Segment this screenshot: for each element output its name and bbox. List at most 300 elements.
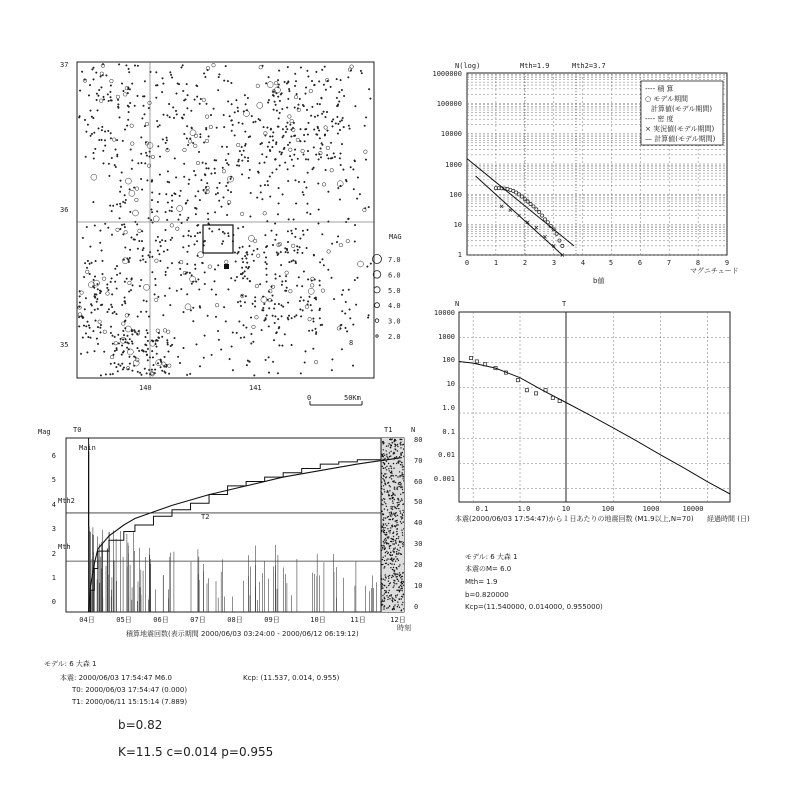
epicenter-dot — [218, 76, 220, 78]
epicenter-dot — [341, 89, 343, 91]
epicenter-dot — [186, 374, 188, 376]
epicenter-dot — [345, 301, 347, 303]
noise-dot — [389, 452, 390, 453]
epicenter-dot — [334, 156, 336, 158]
epicenter-dot — [147, 332, 149, 334]
epicenter-dot — [278, 126, 280, 128]
epicenter-dot — [272, 136, 274, 138]
epicenter-dot — [112, 335, 114, 337]
epicenter-dot — [242, 226, 244, 228]
epicenter-dot — [300, 316, 302, 318]
epicenter-dot — [97, 308, 99, 310]
epicenter-dot — [171, 210, 173, 212]
epicenter-dot — [195, 268, 197, 270]
noise-dot — [402, 572, 403, 573]
mag-legend-title: MAG — [389, 233, 402, 241]
epicenter-dot — [240, 337, 242, 339]
epicenter-dot — [275, 278, 277, 280]
epicenter-dot — [256, 197, 258, 199]
noise-dot — [396, 522, 397, 523]
epicenter-dot — [324, 135, 326, 137]
noise-dot — [392, 503, 393, 504]
epicenter-dot — [248, 235, 254, 241]
epicenter-dot — [281, 93, 283, 95]
epicenter-dot — [200, 136, 202, 138]
noise-dot — [393, 494, 394, 495]
noise-dot — [391, 473, 392, 474]
epicenter-dot — [152, 256, 154, 258]
noise-dot — [402, 543, 403, 544]
epicenter-dot — [117, 371, 119, 373]
epicenter-dot — [283, 148, 285, 150]
epicenter-dot — [355, 105, 357, 107]
noise-dot — [403, 542, 404, 543]
epicenter-dot — [196, 344, 198, 346]
epicenter-dot — [156, 353, 158, 355]
epicenter-dot — [319, 280, 321, 282]
noise-dot — [395, 526, 396, 527]
noise-dot — [384, 501, 385, 502]
epicenter-dot — [307, 159, 309, 161]
epicenter-dot — [108, 100, 110, 102]
epicenter-dot — [314, 116, 316, 118]
epicenter-dot — [289, 142, 291, 144]
epicenter-dot — [352, 365, 354, 367]
epicenter-dot — [331, 369, 333, 371]
epicenter-dot — [265, 359, 267, 361]
epicenter-dot — [132, 343, 134, 345]
cum-xtick: 06日 — [153, 616, 169, 624]
noise-dot — [397, 554, 398, 555]
scale-bar — [307, 394, 362, 405]
epicenter-dot — [287, 122, 289, 124]
epicenter-dot — [130, 124, 134, 128]
cum-mth2-label: Mth2 — [58, 497, 75, 505]
epicenter-dot — [100, 304, 102, 306]
noise-dot — [382, 527, 383, 528]
epicenter-dot — [108, 130, 110, 132]
epicenter-dot — [229, 358, 231, 360]
epicenter-dot — [209, 228, 211, 230]
epicenter-dot — [217, 265, 219, 267]
noise-dot — [403, 544, 404, 545]
noise-dot — [402, 444, 403, 445]
epicenter-dot — [198, 279, 200, 281]
epicenter-dot — [194, 244, 196, 246]
noise-dot — [403, 528, 404, 529]
epicenter-dot — [258, 118, 260, 120]
epicenter-dot — [85, 156, 87, 158]
epicenter-dot — [267, 184, 269, 186]
epicenter-dot — [276, 142, 278, 144]
noise-dot — [390, 541, 391, 542]
epicenter-dot — [156, 339, 158, 341]
epicenter-dot — [358, 261, 364, 267]
noise-dot — [396, 531, 397, 532]
noise-dot — [385, 576, 386, 577]
epicenter-dot — [101, 129, 103, 131]
epicenter-dot — [291, 233, 293, 235]
epicenter-dot — [345, 327, 347, 329]
epicenter-dot — [104, 140, 106, 142]
noise-dot — [396, 538, 397, 539]
epicenter-dot — [232, 369, 234, 371]
epicenter-dot — [147, 164, 151, 168]
noise-dot — [398, 550, 399, 551]
epicenter-dot — [141, 374, 143, 376]
noise-dot — [399, 439, 400, 440]
epicenter-dot — [288, 98, 290, 100]
epicenter-dot — [166, 364, 168, 366]
noise-dot — [382, 599, 383, 600]
noise-dot — [403, 448, 404, 449]
epicenter-dot — [203, 142, 205, 144]
epicenter-dot — [231, 130, 233, 132]
epicenter-dot — [128, 259, 130, 261]
epicenter-dot — [255, 284, 259, 288]
epicenter-dot — [129, 89, 131, 91]
epicenter-dot — [189, 272, 191, 274]
epicenter-dot — [299, 300, 301, 302]
omori-ylabel: N — [455, 300, 460, 308]
omori-xtick: 0.1 — [475, 505, 489, 513]
noise-dot — [399, 572, 400, 573]
cum-ytick-right: 40 — [414, 519, 423, 527]
epicenter-dot — [100, 327, 102, 329]
epicenter-dot — [236, 332, 238, 334]
b-xtick: 7 — [666, 259, 672, 267]
epicenter-dot — [298, 277, 300, 279]
epicenter-dot — [181, 288, 183, 290]
epicenter-dot — [170, 72, 172, 74]
epicenter-dot — [287, 66, 289, 68]
epicenter-dot — [331, 121, 333, 123]
epicenter-dot — [199, 289, 201, 291]
noise-dot — [384, 508, 385, 509]
b-xlabel: マグニチュード — [690, 267, 739, 275]
epicenter-dot — [339, 199, 341, 201]
epicenter-dot — [273, 91, 275, 93]
epicenter-dot — [267, 146, 269, 148]
noise-dot — [392, 497, 393, 498]
noise-dot — [390, 563, 391, 564]
epicenter-dot — [231, 82, 233, 84]
noise-dot — [396, 525, 397, 526]
noise-dot — [396, 576, 397, 577]
epicenter-dot — [165, 240, 167, 242]
epicenter-dot — [151, 209, 153, 211]
epicenter-dot — [256, 84, 260, 88]
epicenter-dot — [218, 339, 220, 341]
epicenter-dot — [223, 114, 225, 116]
epicenter-dot — [238, 159, 240, 161]
epicenter-dot — [151, 199, 153, 201]
epicenter-dot — [148, 107, 150, 109]
noise-dot — [400, 521, 401, 522]
noise-dot — [402, 602, 403, 603]
noise-dot — [403, 585, 404, 586]
noise-dot — [393, 513, 394, 514]
noise-dot — [384, 491, 385, 492]
b-xtick: 8 — [695, 259, 701, 267]
epicenter-dot — [207, 213, 209, 215]
noise-dot — [387, 553, 388, 554]
noise-dot — [386, 540, 387, 541]
epicenter-dot — [253, 250, 255, 252]
cum-ytick-left: 3 — [51, 525, 56, 533]
epicenter-dot — [241, 267, 243, 269]
cum-ytick-right: 30 — [414, 540, 423, 548]
noise-dot — [397, 524, 398, 525]
epicenter-dot — [321, 289, 325, 293]
noise-dot — [383, 479, 384, 480]
epicenter-dot — [105, 374, 107, 376]
epicenter-dot — [98, 89, 100, 91]
noise-dot — [397, 528, 398, 529]
epicenter-dot — [114, 341, 118, 345]
epicenter-dot — [365, 117, 367, 119]
epicenter-dot — [125, 199, 127, 201]
epicenter-dot — [168, 364, 172, 368]
epicenter-dot — [124, 226, 126, 228]
noise-dot — [386, 446, 387, 447]
noise-dot — [393, 463, 394, 464]
epicenter-dot — [216, 187, 218, 189]
epicenter-dot — [183, 235, 185, 237]
epicenter-dot — [162, 139, 164, 141]
epicenter-dot — [135, 198, 139, 202]
epicenter-dot — [331, 277, 333, 279]
epicenter-dot — [285, 126, 287, 128]
noise-dot — [389, 470, 390, 471]
noise-dot — [390, 498, 391, 499]
epicenter-dot — [364, 125, 366, 127]
noise-dot — [384, 579, 385, 580]
epicenter-dot — [91, 305, 93, 307]
epicenter-dot — [164, 366, 166, 368]
noise-dot — [401, 498, 402, 499]
epicenter-dot — [137, 316, 139, 318]
epicenter-dot — [96, 72, 98, 74]
epicenter-dot — [143, 105, 145, 107]
cum-xtick: 10日 — [310, 616, 326, 624]
noise-dot — [395, 516, 396, 517]
b-legend-item: ---- 積 算 — [645, 85, 674, 93]
epicenter-dot — [118, 343, 120, 345]
epicenter-dot — [87, 124, 89, 126]
noise-dot — [382, 547, 383, 548]
epicenter-dot — [114, 336, 116, 338]
epicenter-dot — [93, 279, 95, 281]
b-yticks — [432, 70, 462, 259]
epicenter-dot — [99, 292, 101, 294]
epicenter-dot — [357, 277, 359, 279]
epicenter-dot — [176, 290, 178, 292]
noise-dot — [392, 481, 393, 482]
epicenter-dot — [226, 214, 228, 216]
noise-dot — [400, 547, 401, 548]
epicenter-dot — [315, 331, 317, 333]
noise-dot — [388, 576, 389, 577]
epicenter-dot — [159, 193, 161, 195]
epicenter-dot — [328, 269, 330, 271]
noise-dot — [403, 476, 404, 477]
epicenter-dot — [354, 224, 356, 226]
epicenter-dot — [93, 201, 95, 203]
epicenter-dot — [130, 149, 132, 151]
epicenter-dot — [158, 337, 160, 339]
epicenter-dot — [187, 108, 189, 110]
epicenter-dot — [312, 330, 314, 332]
epicenter-dot — [295, 180, 297, 182]
epicenter-dot — [268, 308, 270, 310]
epicenter-dot — [113, 354, 115, 356]
epicenter-dot — [319, 285, 321, 287]
epicenter-dot — [291, 230, 293, 232]
epicenter-dot — [281, 305, 283, 307]
epicenter-dot — [142, 118, 144, 120]
epicenter-dot — [263, 252, 265, 254]
epicenter-dot — [267, 180, 269, 182]
noise-dot — [391, 495, 392, 496]
noise-dot — [388, 495, 389, 496]
epicenter-dot — [306, 247, 308, 249]
mag-legend-label: 5.0 — [388, 286, 401, 295]
epicenter-dot — [183, 347, 185, 349]
epicenter-dot — [137, 248, 139, 250]
noise-dot — [388, 523, 389, 524]
epicenter-dot — [173, 117, 175, 119]
epicenter-dot — [165, 274, 167, 276]
noise-dot — [400, 464, 401, 465]
epicenter-dot — [342, 117, 344, 119]
epicenter-dot — [234, 280, 236, 282]
cum-ytick-right: 10 — [414, 582, 423, 590]
noise-dot — [389, 595, 390, 596]
epicenter-dot — [148, 316, 150, 318]
epicenter-dot — [199, 305, 201, 307]
epicenter-dot — [161, 239, 163, 241]
omori-model-curve — [459, 362, 730, 495]
noise-dot — [402, 469, 403, 470]
noise-dot — [401, 610, 402, 611]
epicenter-dot — [125, 178, 131, 184]
epicenter-dot — [94, 287, 96, 289]
epicenter-dot — [305, 351, 307, 353]
epicenter-dot — [205, 139, 209, 143]
epicenter-dot — [83, 276, 85, 278]
epicenter-dot — [307, 134, 309, 136]
noise-dot — [402, 514, 403, 515]
epicenter-dot — [338, 187, 340, 189]
epicenter-dot — [118, 104, 120, 106]
epicenter-dot — [295, 236, 297, 238]
epicenter-dot — [281, 316, 283, 318]
noise-dot — [394, 609, 395, 610]
noise-dot — [398, 508, 399, 509]
epicenter-dot — [154, 294, 156, 296]
omori-frame — [459, 312, 730, 502]
omori-xlabel: 経過時間 (日) — [707, 515, 750, 523]
epicenter-dot — [110, 85, 112, 87]
epicenter-dot — [367, 266, 369, 268]
noise-dot — [382, 564, 383, 565]
epicenter-dot — [341, 310, 343, 312]
omori-ytick: 0.1 — [442, 428, 455, 436]
epicenter-dot — [157, 126, 159, 128]
noise-dot — [391, 468, 392, 469]
epicenter-dot — [282, 306, 284, 308]
noise-dot — [398, 598, 399, 599]
noise-dot — [388, 531, 389, 532]
epicenter-dot — [121, 224, 123, 226]
epicenter-dot — [145, 261, 147, 263]
epicenter-dot — [265, 83, 267, 85]
epicenter-dot — [206, 168, 208, 170]
epicenter-dot — [367, 317, 369, 319]
noise-dot — [384, 566, 385, 567]
epicenter-dot — [116, 204, 118, 206]
epicenter-dot — [156, 346, 158, 348]
epicenter-dot — [167, 115, 169, 117]
cum-xtick: 05日 — [116, 616, 132, 624]
epicenter-dot — [87, 352, 89, 354]
epicenter-dot — [295, 228, 297, 230]
epicenter-dot — [313, 321, 315, 323]
noise-dot — [394, 515, 395, 516]
noise-dot — [397, 549, 398, 550]
epicenter-dot — [100, 76, 102, 78]
epicenter-dot — [279, 151, 281, 153]
epicenter-dot — [155, 240, 157, 242]
noise-dot — [401, 462, 402, 463]
noise-dot — [392, 509, 393, 510]
noise-dot — [383, 523, 384, 524]
scale-label-50km: 50Km — [344, 394, 361, 402]
epicenter-dot — [196, 96, 198, 98]
epicenter-dot — [176, 114, 178, 116]
noise-dot — [392, 543, 393, 544]
epicenter-dot — [135, 187, 139, 191]
noise-dot — [396, 553, 397, 554]
epicenter-dot — [200, 134, 202, 136]
noise-dot — [391, 563, 392, 564]
noise-dot — [384, 590, 385, 591]
b-ytick: 1000000 — [432, 70, 462, 78]
epicenter-dot — [251, 343, 253, 345]
epicenter-dot — [279, 112, 281, 114]
noise-dot — [389, 583, 390, 584]
noise-dot — [399, 607, 400, 608]
epicenter-dot — [359, 193, 361, 195]
epicenter-dot — [127, 119, 129, 121]
epicenter-dot — [137, 371, 139, 373]
epicenter-dot — [318, 209, 320, 211]
epicenter-dot — [119, 273, 121, 275]
epicenter-dot — [110, 91, 112, 93]
epicenter-dot — [204, 335, 206, 337]
epicenter-dot — [146, 354, 148, 356]
b-xtick: 3 — [551, 259, 557, 267]
epicenter-dot — [128, 281, 132, 285]
noise-dot — [388, 581, 389, 582]
epicenter-dot — [159, 125, 161, 127]
noise-dot — [394, 495, 395, 496]
epicenter-dot — [162, 78, 164, 80]
noise-dot — [383, 453, 384, 454]
noise-dot — [396, 583, 397, 584]
noise-dot — [382, 584, 383, 585]
